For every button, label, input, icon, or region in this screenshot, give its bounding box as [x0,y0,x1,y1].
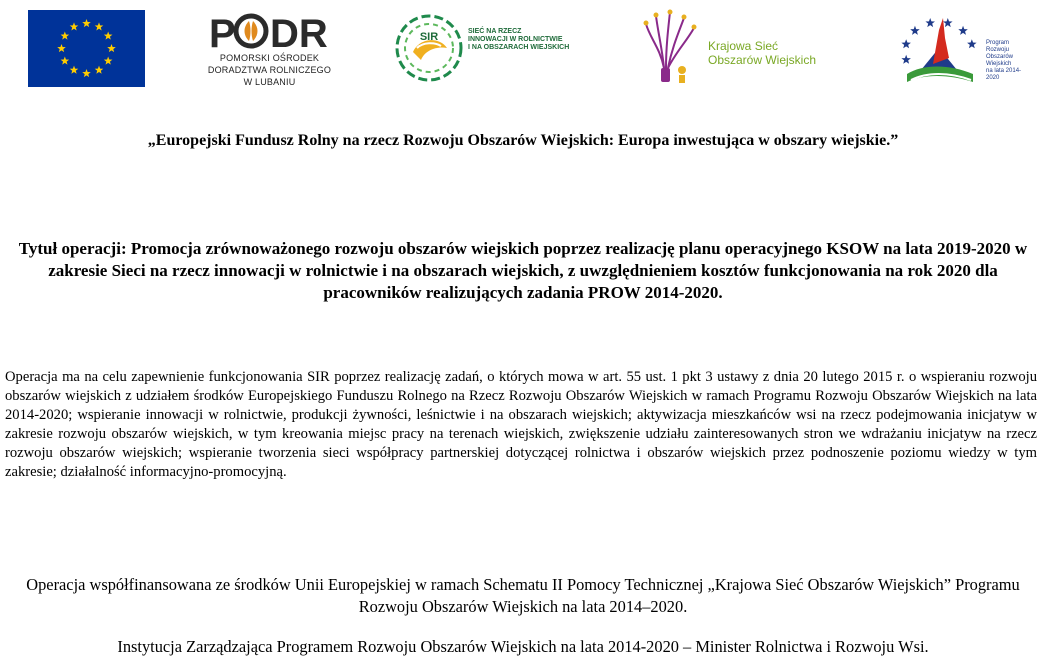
prow-text-line: Wiejskich [986,61,1012,67]
prow-text [986,40,1031,82]
ksow-plant-icon [640,8,700,86]
ksow-text-line: Krajowa Sieć [708,39,779,53]
eu-star-icon [95,22,104,30]
sir-badge-text: SIR [419,31,439,43]
prow-text-line: Program [986,40,1010,46]
podr-subtitle-line: POMORSKI OŚRODEK [219,53,320,63]
eu-star-icon [107,44,116,52]
ksow-text [708,39,833,67]
eu-star-icon [104,57,113,65]
eu-star-icon [70,22,79,30]
sir-text-line: I NA OBSZARACH WIEJSKICH [468,44,570,51]
svg-text:P: P [209,12,236,52]
prow-star-icon [967,39,977,48]
prow-text-line: Rozwoju [986,47,1010,53]
ksow-logo [640,8,835,86]
eu-star-icon [61,57,70,65]
eu-flag-logo [28,10,145,87]
podr-logo [207,12,332,92]
prow-star-icon [925,18,935,27]
eu-star-icon [61,32,70,40]
sir-text-line: SIEĆ NA RZECZ [468,28,522,35]
eu-star-icon [82,69,91,77]
prow-text-line: na lata 2014-2020 [986,68,1022,81]
operation-description: Operacja ma na celu zapewnienie funkcjonowania SIR poprzez realizację zadań, o których mowa w art. 55 ust. 1 pkt 3 ustawy z dnia 20 lutego 2015 r. o wspieraniu rozwoju obszarów wiejskich z udziałem środków Europejskiego Funduszu Rolnego na Rzecz Rozwoju Obszarów Wiejskich w ramach Programu Rozwoju Obszarów Wiejskich na lata 2014-2020; wspieranie innowacji w rolnictwie, produkcji żywności, leśnictwie i na obszarach wiejskich; aktywizacja mieszkańców wsi na rzecz podejmowania inicjatyw w zakresie rozwoju obszarów wiejskich, w tym kreowania miejsc pracy na terenach wiejskich, zwiększenie udziału zainteresowanych stron we wdrażaniu inicjatyw na rzecz rozwoju obszarów wiejskich; wspieranie tworzenia sieci współpracy partnerskiej dotyczącej rolnictwa i obszarów wiejskich przez podnoszenie poziomu wiedzy w tym zakresie; działalność informacyjno-promocyjną. [5,369,1037,480]
svg-text:DR: DR [270,12,328,52]
sir-text [468,28,583,52]
sir-emblem-icon [393,12,465,84]
prow-logo [893,8,1028,88]
managing-authority: Instytucja Zarządzająca Programem Rozwoju Obszarów Wiejskich na lata 2014-2020 – Minister Rolnictwa i Rozwoju Wsi. [117,637,929,656]
sir-logo [393,12,583,84]
eu-star-icon [82,19,91,27]
eu-star-icon [70,66,79,74]
ksow-text-line: Obszarów Wiejskich [708,53,817,67]
prow-emblem-icon [893,8,985,88]
eu-star-icon [95,66,104,74]
eafrd-slogan: „Europejski Fundusz Rolny na rzecz Rozwoju Obszarów Wiejskich: Europa inwestująca w obszary wiejskie.” [147,132,899,149]
prow-star-icon [910,26,920,35]
operation-title: Tytuł operacji: Promocja zrównoważonego rozwoju obszarów wiejskich poprzez realizację planu operacyjnego KSOW na lata 2019-2020 w zakresie Sieci na rzecz innowacji w rolnictwie i na obszarach wiejskich, z uwzględnieniem kosztów funkcjonowania na rok 2020 dla pracowników realizujących zadania PROW 2014-2020. [18,239,1028,302]
eu-star-icon [57,44,66,52]
podr-subtitle [207,52,332,88]
prow-star-icon [943,18,953,27]
prow-star-icon [958,26,968,35]
eu-star-icon [104,32,113,40]
logo-row [0,0,1046,100]
podr-wordmark-icon [207,12,332,52]
prow-star-icon [901,55,911,64]
podr-subtitle-line: W LUBANIU [243,77,296,87]
prow-star-icon [901,39,911,48]
eu-stars-icon [28,10,145,87]
cofinance-statement: Operacja współfinansowana ze środków Unii Europejskiej w ramach Schematu II Pomocy Technicznej „Krajowa Sieć Obszarów Wiejskich” Programu Rozwoju Obszarów Wiejskich na lata 2014–2020. [26,575,1020,616]
sir-text-line: INNOWACJI W ROLNICTWIE [468,36,563,43]
prow-text-line: Obszarów [986,54,1014,60]
podr-subtitle-line: DORADZTWA ROLNICZEGO [207,65,332,75]
